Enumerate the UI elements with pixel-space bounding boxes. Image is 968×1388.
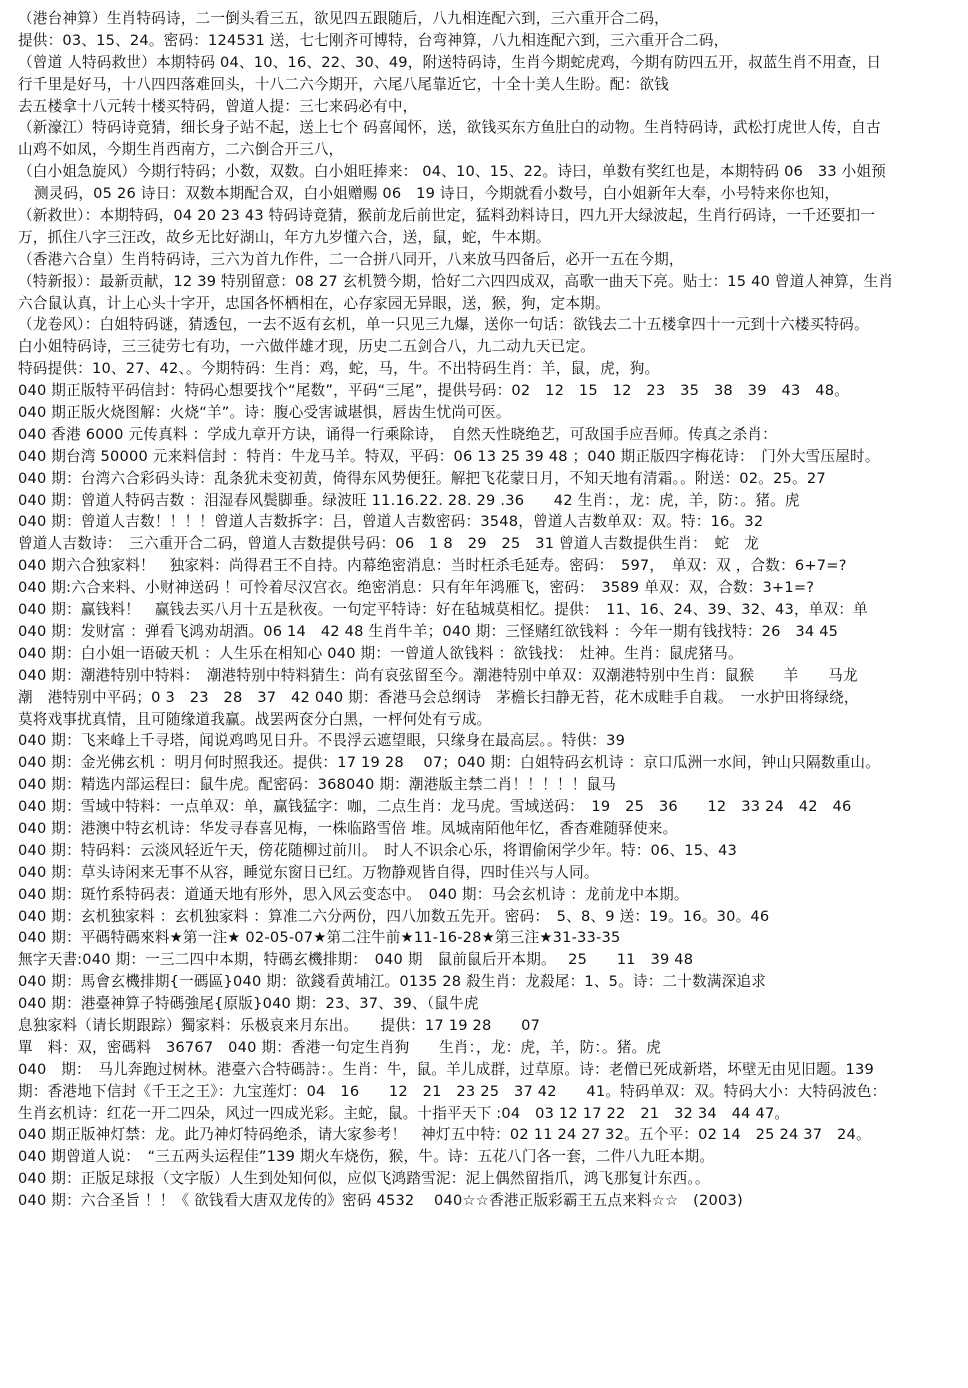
text-line: （龙卷风）：白姐特码谜，猜透包，一去不返有玄机，单一只见三九爆，送你一句话：欲钱去二十五楼拿四十一元到十六楼买特码。 — [18, 316, 869, 334]
text-line: 040 期：雪域中特料：一点单双：单，赢钱猛字：咖，二点生肖：龙马虎。雪域送码： 19 25 36 12 33 24 42 46 — [18, 798, 852, 816]
text-line: （白小姐急旋风）今期行特码；小数，双数。白小姐旺捧来： 04、10、15、22。诗曰，单数有奖红也是，本期特码 06 33 小姐预 — [18, 163, 887, 181]
text-line: 單 料：双，密碼料 36767 040 期：香港一句定生肖狗 生肖：，龙：虎，羊，防：。猪。虎 — [18, 1038, 662, 1056]
text-line: 息独家料（请长期跟踪）獨家料：乐极哀来月东出。 提供：17 19 28 07 — [18, 1016, 541, 1034]
text-line: 去五楼拿十八元转十楼买特码，曾道人提：三七来码必有中， — [18, 97, 418, 115]
text-line: （新濠江）特码诗竟猜，细长身子站不起，送上七个 码喜闻怀，送，欲钱买东方鱼肚白的动物。生肖特码诗，武松打虎世人传，自古 — [18, 119, 881, 137]
text-line: 040 期：特码料：云淡风轻近午天，傍花随柳过前川。 时人不识余心乐，将谓偷闲学少年。特：06、15、43 — [18, 841, 738, 859]
text-line: 040 期正版特平码信封：特码心想要找个“尾数”，平码“三尾”，提供号码：02 12 15 12 23 35 38 39 43 48。 — [18, 382, 849, 400]
text-line: 040 期：曾道人特码吉数 ：泪湿春风鬓脚垂。绿波旺 11.16.22. 28. 29 .36 42 生肖：，龙：虎，羊，防：。猪。虎 — [18, 491, 800, 509]
text-line: 040 期正版神灯禁：龙。此乃神灯特码绝杀，请大家参考！ 神灯五中特：02 11 24 27 32。五个平：02 14 25 24 37 24。 — [18, 1126, 871, 1144]
text-line: 040 期：台湾六合彩码头诗：乱条犹未变初黄，倚得东风势便狂。解把飞花蒙日月，不知天地有清霜。。附送：02。25。27 — [18, 469, 826, 487]
text-line: 特码提供：10、27、42、。今期特码：生肖：鸡，蛇，马，牛。不出特码生肖：羊，鼠，虎，狗。 — [18, 360, 660, 378]
text-line: 040 期：正版足球报（文字版）人生到处知何似，应似飞鸿踏雪泥：泥上偶然留指爪，鸿飞那复计东西。。 — [18, 1170, 710, 1188]
text-line: 潮 港特别中平码；0 3 23 28 37 42 040 期：香港马会总纲诗 茅檐长扫静无苔，花木成畦手自栽。 一水护田将绿绕， — [18, 688, 859, 706]
text-line: 040 期六合独家料！ 独家料：尚得君王不自持。内幕绝密消息：当时枉杀毛延寿。密码： 597， 单双：双 ，合数：6+7=? — [18, 557, 847, 575]
text-line: （特新报）：最新贡献，12 39 特别留意：08 27 玄机赞今期，恰好二六四四成双，高歌一曲天下亮。贴士：15 40 曾道人神算，生肖 — [18, 272, 894, 290]
text-line: 提供：03、15、24。密码：124531 送，七七刚齐可博特，台弯神算，八九相连配六到，三六重开合二码， — [18, 31, 729, 49]
text-line: 040 期：金光佛玄机 ：明月何时照我还。提供：17 19 28 07；040 期：白姐特码玄机诗 ：京口瓜洲一水间，钟山只隔数重山。 — [18, 754, 880, 772]
text-line: 040 期：草头诗闲来无事不从容，睡觉东窗日已红。万物静观皆自得，四时佳兴与人同。 — [18, 863, 599, 881]
text-line: 040 期： 马儿奔跑过树林。港臺六合特碼詩：。生肖：牛，鼠。羊儿成群，过草原。诗：老僧已死成新塔，坏壁无由见旧题。139 — [18, 1060, 874, 1078]
text-line: 040 期：馬會玄機排期{一碼區}040 期：欲錢看黄埔江。0135 28 殺生肖：龙殺尾：1、5。诗：二十数满深追求 — [18, 973, 767, 991]
text-line: 白小姐特码诗，三三徒劳七有功，一六做伴雄才现，历史二五剑合八，九二动九天已定。 — [18, 338, 595, 356]
text-line: （香港六合皇）生肖特码诗，三六为首九作件，二一合拼八同开，八来放马四备后，必开一五在今期， — [18, 250, 684, 268]
text-line: 040 期:六合来料、小财神送码 ！可怜着尽汉宫衣。绝密消息：只有年年鸿雁飞，密码： 3589 单双：双，合数：3+1=? — [18, 579, 815, 597]
text-line: （曾道 人特码救世）本期特码 04、10、16、22、30、49，附送特码诗，生肖今期蛇虎鸡，今期有防四五开，叔蓝生肖不用查，日 — [18, 53, 882, 71]
text-line: 無字天書:040 期：一三二四中本期，特碼玄機排期： 040 期 鼠前鼠后开本期。 25 11 39 48 — [18, 951, 694, 969]
text-line: 040 期台湾 50000 元来料信封 ：特肖：牛龙马羊。特双，平码：06 13 25 39 48 ；040 期正版四字梅花诗： 门外大雪压屋时。 — [18, 447, 880, 465]
text-line: 生肖玄机诗：红花一开二四朵，风过一四成光彩。主蛇，鼠。十指平天下 :04 03 12 17 22 21 32 34 44 47。 — [18, 1104, 790, 1122]
text-line: 万，抓住八字三汪改，故乡无比好湖山，年方九岁懂六合，送，鼠，蛇，牛本期。 — [18, 228, 551, 246]
text-line: 040 期：曾道人吉数！！！！曾道人吉数拆字：吕，曾道人吉数密码：3548，曾道人吉数单双：双。特：16。32 — [18, 513, 764, 531]
text-line: 040 期曾道人说： “三五两头运程佳”139 期火车烧伤，猴，牛。诗：五花八门各一套，二件八九旺本期。 — [18, 1148, 715, 1166]
text-line: 山鸡不如凤，今期生肖西南方，二六倒合开三八， — [18, 141, 344, 159]
text-line: 040 期：六合圣旨 ！！《 欲钱看大唐双龙传的》密码 4532 040☆☆香港正版彩霸王五点来料☆☆ (2003) — [18, 1192, 743, 1210]
text-line: 040 期：玄机独家料 ：玄机独家料 ：算准二六分两份，四八加数五先开。密码： 5、8、9 送：19。16。30。46 — [18, 907, 770, 925]
text-line: 040 期：白小姐一语破天机 ：人生乐在相知心 040 期：一曾道人欲钱料 ：欲钱找： 灶神。生肖：鼠虎猪马。 — [18, 644, 743, 662]
text-line: 莫将戏事扰真情，且可随缘道我赢。战罢两奁分白黑，一枰何处有亏成。 — [18, 710, 492, 728]
text-line: 040 期：港澳中特玄机诗：华发寻春喜见梅，一株临路雪倍 堆。凤城南陌他年忆，香杳难随驿使来。 — [18, 819, 678, 837]
text-line: 040 期：精选内部运程曰：鼠牛虎。配密码：368040 期：潮港版主禁二肖！！！！！鼠马 — [18, 776, 617, 794]
text-line: 040 期：发财富 ：弹看飞鸿劝胡酒。06 14 42 48 生肖牛羊；040 期：三怪赌红欲钱料 ：今年一期有钱找特：26 34 45 — [18, 622, 839, 640]
text-line: 六合鼠认真，计上心头十字开，忠国各怀栖相在，心存家园无异眼，送，猴，狗，定本期。 — [18, 294, 610, 312]
text-line: 040 期正版火烧图解：火烧“羊”。诗：腹心受害诚堪惧，唇齿生忧尚可医。 — [18, 404, 511, 422]
text-line: 040 期：潮港特别中特料： 潮港特别中特料猜生：尚有哀弦留至今。潮港特别中单双：双潮港特别中生肖：鼠猴 羊 马龙 — [18, 666, 858, 684]
text-line: 040 期：飞来峰上千寻塔，闻说鸡鸣见日升。不畏浮云遮望眼，只缘身在最高层。。特供：39 — [18, 732, 626, 750]
text-line: 040 期：赢钱料！ 赢钱去买八月十五是秋夜。一句定平特诗：好在毡城莫相忆。提供： 11、16、24、39、32、43，单双：单 — [18, 601, 868, 619]
text-line: （新救世）：本期特码，04 20 23 43 特码诗竟猜，猴前龙后前世定，猛料劲料诗日，四九开大绿波起，生肖行码诗，一千还要扣一 — [18, 207, 876, 225]
text-line: 040 期：港臺神算子特碼強尾{原版}040 期：23、37、39、（鼠牛虎 — [18, 995, 479, 1013]
text-line: （港台神算）生肖特码诗，二一倒头看三五，欲见四五跟随后，八九相连配六到，三六重开合二码， — [18, 10, 669, 27]
text-line: 曾道人吉数诗： 三六重开合二码，曾道人吉数提供号码：06 1 8 29 25 31 曾道人吉数提供生肖： 蛇 龙 — [18, 535, 759, 553]
text-line: 测灵码，05 26 诗日：双数本期配合双，白小姐赠赐 06 19 诗日，今期就看小数号，白小姐新年大奉，小号特来你也知， — [34, 185, 840, 203]
text-line: 期：香港地下信封《千王之王》：九宝莲灯：04 16 12 21 23 25 37 42 41。特码单双：双。特码大小：大特码波色： — [18, 1082, 887, 1100]
text-line: 040 期：斑竹系特码表：道通天地有形外，思入风云变态中。 040 期：马会玄机诗 ：龙前龙中本期。 — [18, 885, 689, 903]
text-line: 040 香港 6000 元传真料 ：学成九章开方诀，诵得一行乘除诗， 自然天性晓绝艺，可敌国手应吾师。传真之杀肖： — [18, 425, 777, 443]
text-line: 行千里是好马，十八四四落难回头，十八二六今期开，六尾八尾靠近它，十全十美人生盼。配：欲钱 — [18, 75, 669, 93]
text-line: 040 期：平碼特碼來料★第一注★ 02-05-07★第二注牛前★11-16-28★第三注★31-33-35 — [18, 929, 621, 947]
